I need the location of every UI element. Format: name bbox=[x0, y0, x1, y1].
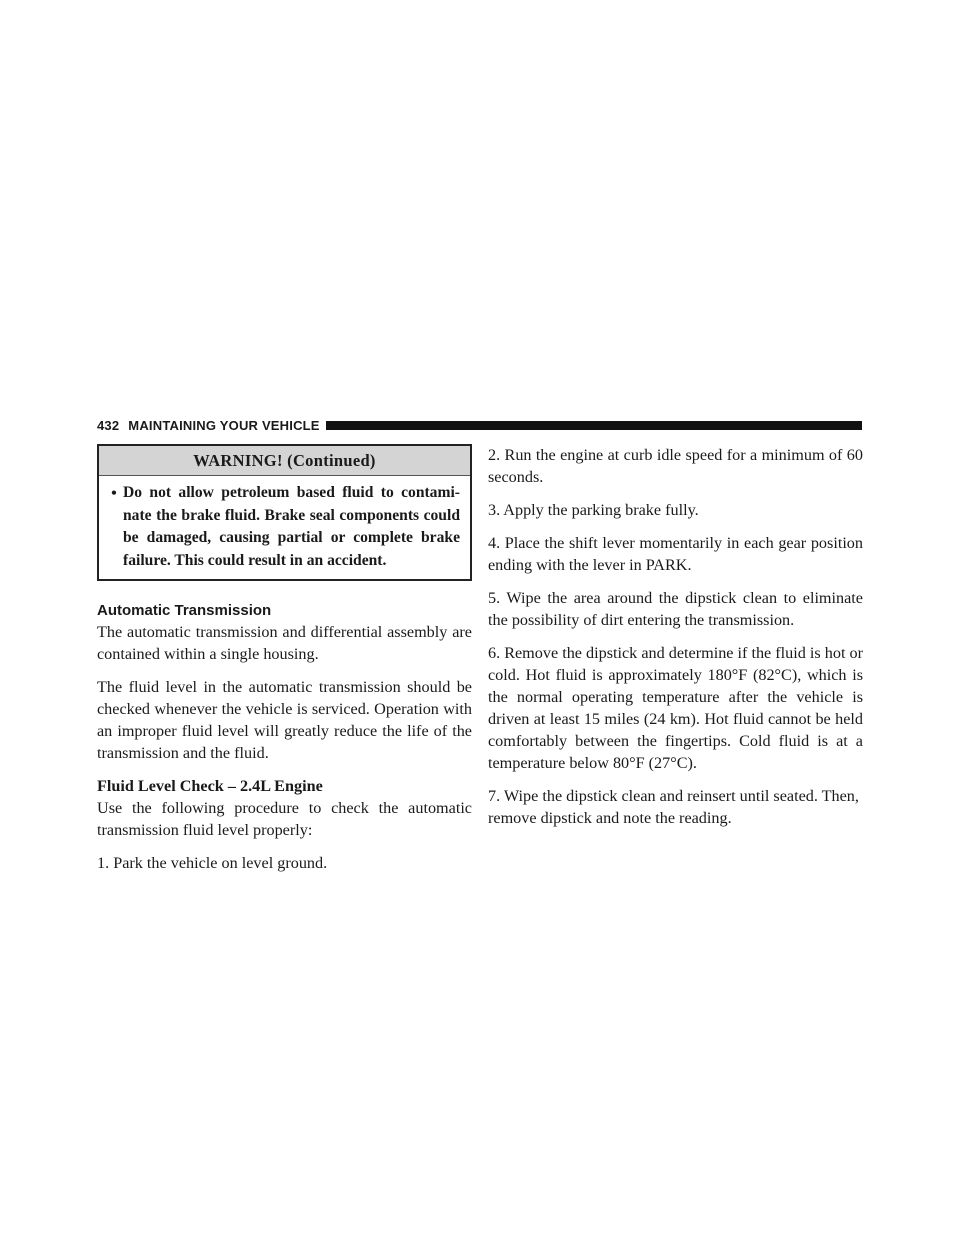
paragraph-procedure: Use the following procedure to check the automatic transmission fluid level properly: bbox=[97, 799, 472, 839]
paragraph-fluid-level: The fluid level in the automatic transmission should be checked whenever the vehicle is serviced. Operation with an improper fluid level will greatly reduce the life of the transmission and the fluid. bbox=[97, 678, 472, 762]
step-5: 5. Wipe the area around the dipstick clean to eliminate the possibility of dirt entering the transmission. bbox=[488, 589, 863, 629]
right-column bbox=[488, 444, 863, 840]
header-rule bbox=[326, 421, 862, 430]
subsection-heading: Fluid Level Check – 2.4L Engine bbox=[97, 777, 323, 795]
section-title: MAINTAINING YOUR VEHICLE bbox=[128, 417, 320, 433]
warning-title: WARNING! (Continued) bbox=[99, 446, 470, 476]
step-4: 4. Place the shift lever momentarily in each gear position ending with the lever in PARK. bbox=[488, 534, 863, 574]
left-column bbox=[97, 444, 472, 885]
page-number: 432 bbox=[97, 417, 120, 433]
section-heading: Automatic Transmission bbox=[97, 602, 272, 619]
step-2: 2. Run the engine at curb idle speed for a minimum of 60 seconds. bbox=[488, 446, 863, 486]
page-header bbox=[97, 416, 862, 434]
step-3: 3. Apply the parking brake fully. bbox=[488, 501, 699, 519]
step-7: 7. Wipe the dipstick clean and reinsert until seated. Then, remove dipstick and note the reading. bbox=[488, 787, 859, 827]
paragraph-housing: The automatic transmission and differential assembly are contained within a single housing. bbox=[97, 623, 472, 663]
warning-box bbox=[97, 444, 472, 581]
bullet-icon: • bbox=[111, 484, 117, 502]
step-1: 1. Park the vehicle on level ground. bbox=[97, 854, 328, 872]
warning-body bbox=[99, 476, 470, 579]
warning-text: Do not allow petroleum based fluid to contami- nate the brake fluid. Brake seal components could be damaged, causing partial or complete brake failure. This could result in an accident. bbox=[123, 484, 460, 569]
step-6: 6. Remove the dipstick and determine if the fluid is hot or cold. Hot fluid is approximately 180°F (82°C), which is the normal operating temperature after the vehicle is driven at least 15 miles (24 km). Hot fluid cannot be held comfortably between the fingertips. Cold fluid is at a temperature below 80°F (27°C). bbox=[488, 644, 863, 772]
